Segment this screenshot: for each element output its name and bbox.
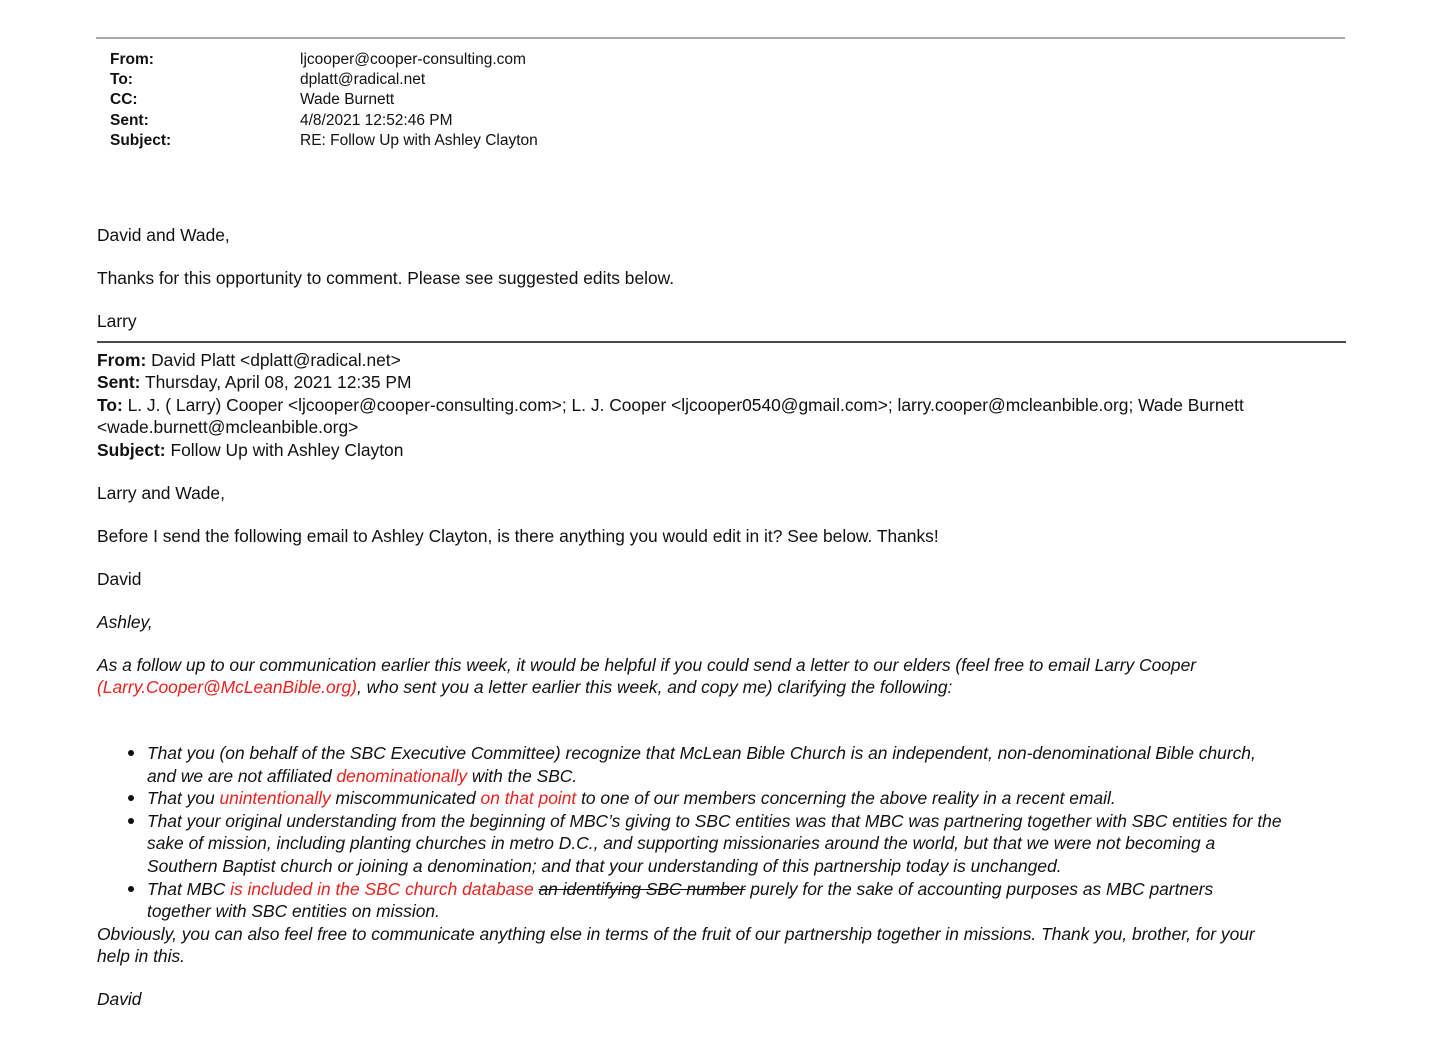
bullet2-edit2: on that point [480,788,577,809]
draft-intro-email: (Larry.Cooper@McLeanBible.org) [97,677,357,698]
quoted-from-value: David Platt <dplatt@radical.net> [146,349,401,370]
quoted-subject-label: Subject: [97,439,166,460]
quoted-sent-value: Thursday, April 08, 2021 12:35 PM [140,372,412,393]
email-header [110,50,538,151]
list-item [97,810,1347,878]
original-message: Before I send the following email to Ashley Clayton, is there anything you would edit in it? See below. Thanks! [97,525,939,546]
from-label: From: [110,51,154,68]
subject-value: RE: Follow Up with Ashley Clayton [300,131,538,149]
header-to-row [110,70,538,90]
bullet1-line2: and we are not affiliated [147,765,337,786]
bullet4-a: That MBC [147,878,231,899]
list-item [97,878,1347,923]
bullet3-line2: sake of mission, including planting churches in metro D.C., and supporting missionaries around the world, but that we were not becoming a [147,833,1216,854]
original-greeting: Larry and Wade, [97,482,225,503]
draft-signoff: David [97,989,142,1010]
bullet1-edit: denominationally [336,765,468,786]
bullet3-line3: Southern Baptist church or joining a denomination; and that your understanding of this partnership today is unchanged. [147,856,1062,877]
header-from-row [110,50,538,70]
header-sent-row [110,111,538,131]
draft-letter [97,611,1347,1011]
bullet1-line2-end: with the SBC. [467,765,578,786]
bullet1-line1: That you (on behalf of the SBC Executive Committee) recognize that McLean Bible Church is an independent, non-denominational Bible church, [147,743,1256,764]
bullet2-c: to one of our members concerning the above reality in a recent email. [576,788,1116,809]
bullet2-edit1: unintentionally [219,788,331,809]
draft-closing-line1: Obviously, you can also feel free to communicate anything else in terms of the fruit of our partnership together in missions. Thank you, brother, for your [97,923,1255,944]
bullet-dot [128,886,134,892]
reply-message: Thanks for this opportunity to comment. Please see suggested edits below. [97,267,675,288]
sent-value: 4/8/2021 12:52:46 PM [300,111,453,129]
to-label: To: [110,71,133,89]
quoted-subject-line [97,439,1347,462]
email-body [97,224,1347,1011]
bullet4-line2: together with SBC entities on mission. [147,901,440,922]
bullet-dot [128,818,134,824]
cc-label: CC: [110,91,138,109]
quoted-from-line [97,349,1347,372]
draft-intro-rest: , who sent you a letter earlier this week, and copy me) clarifying the following: [356,677,953,698]
bullet2-b: miscommunicated [330,788,481,809]
bullet4-edit: is included in the SBC church database [230,878,534,899]
header-subject-row [110,131,538,151]
draft-closing-line2: help in this. [97,946,185,967]
quoted-to-line-cont: <wade.burnett@mcleanbible.org> [97,417,359,438]
reply-greeting: David and Wade, [97,225,230,245]
sent-label: Sent: [110,111,149,129]
original-signoff: David [97,568,142,589]
quoted-to-value: L. J. ( Larry) Cooper <ljcooper@cooper-consulting.com>; L. J. Cooper <ljcooper0540@gmail.com>; larry.cooper@mcleanbible.org; Wade Burnett [122,394,1244,415]
quoted-subject-value: Follow Up with Ashley Clayton [165,439,404,460]
draft-bullet-list [97,742,1347,923]
bullet-dot [128,795,134,801]
quoted-sent-line [97,371,1347,394]
quoted-sent-label: Sent: [97,372,141,393]
draft-greeting: Ashley, [97,611,153,632]
quoted-to-label: To: [97,394,123,415]
header-cc-row [110,90,538,110]
bullet-dot [128,750,134,756]
quoted-divider [97,341,1346,343]
header-divider [96,37,1345,39]
quoted-from-label: From: [97,349,147,370]
quoted-header [97,349,1347,462]
bullet3-line1: That your original understanding from the beginning of MBC’s giving to SBC entities was that MBC was partnering together with SBC entities for the [147,810,1282,831]
draft-intro-line2 [97,676,1347,699]
list-item [97,742,1347,787]
bullet4-b: purely for the sake of accounting purposes as MBC partners [745,878,1214,899]
reply-signoff: Larry [97,310,137,331]
list-item [97,787,1347,810]
bullet2-a: That you [147,788,220,809]
subject-label: Subject: [110,131,172,149]
from-value: ljcooper@cooper-consulting.com [300,51,526,68]
draft-intro-line1: As a follow up to our communication earlier this week, it would be helpful if you could send a letter to our elders (feel free to email Larry Cooper [97,654,1197,675]
to-value: dplatt@radical.net [300,71,426,89]
quoted-to-line [97,394,1347,417]
bullet4-strikethrough: an identifying SBC number [538,878,746,899]
cc-value: Wade Burnett [300,91,395,109]
